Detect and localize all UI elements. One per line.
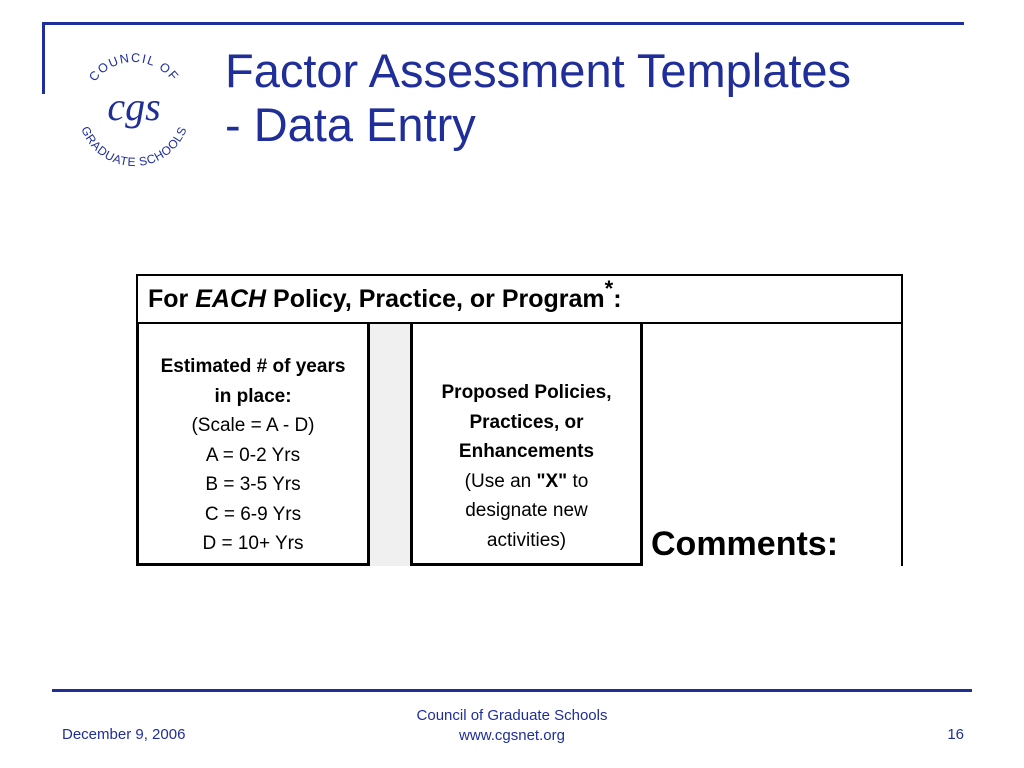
assessment-template-table bbox=[136, 274, 903, 566]
proposed-policies-cell bbox=[410, 324, 643, 566]
comments-cell bbox=[643, 324, 903, 566]
years-in-place-cell bbox=[136, 324, 370, 566]
note-prefix: (Use an bbox=[464, 470, 532, 492]
years-option-a: A = 0-2 Yrs bbox=[205, 444, 301, 466]
logo-monogram: cgs bbox=[107, 84, 161, 129]
note-mark: "X" bbox=[536, 470, 568, 492]
spacer-column bbox=[370, 324, 410, 566]
proposed-note-line-3: activities) bbox=[486, 529, 567, 551]
footer-date: December 9, 2006 bbox=[62, 726, 186, 743]
comments-label: Comments: bbox=[651, 525, 839, 563]
years-option-d: D = 10+ Yrs bbox=[202, 533, 304, 554]
proposed-note-line-1 bbox=[413, 467, 640, 497]
header-prefix: For bbox=[148, 285, 189, 313]
proposed-note-line-2: designate new bbox=[465, 500, 588, 521]
proposed-heading-line-1: Proposed Policies, bbox=[441, 382, 612, 403]
years-scale: (Scale = A - D) bbox=[191, 415, 315, 436]
page-number: 16 bbox=[947, 726, 964, 743]
years-heading-line-1: Estimated # of years bbox=[160, 356, 346, 377]
years-heading-line-2: in place: bbox=[214, 385, 292, 407]
frame-left-line bbox=[42, 22, 45, 94]
footer-org-block bbox=[372, 706, 652, 746]
header-asterisk: * bbox=[604, 276, 614, 301]
frame-top-line bbox=[42, 22, 964, 25]
proposed-heading-line-3: Enhancements bbox=[458, 441, 595, 462]
slide-title bbox=[225, 44, 985, 152]
title-line-2: - Data Entry bbox=[225, 98, 476, 151]
footer-url: www.cgsnet.org bbox=[459, 727, 565, 744]
header-colon: : bbox=[613, 285, 622, 313]
logo-ring-text-bottom: GRADUATE SCHOOLS bbox=[78, 124, 190, 170]
title-line-1: Factor Assessment Templates bbox=[225, 44, 852, 97]
footer-org: Council of Graduate Schools bbox=[416, 707, 608, 724]
table-header bbox=[136, 274, 903, 324]
header-emphasis: EACH bbox=[195, 285, 267, 313]
years-option-b: B = 3-5 Yrs bbox=[205, 474, 301, 495]
note-suffix: to bbox=[572, 470, 589, 492]
logo-ring-text-top: COUNCIL OF bbox=[86, 50, 182, 85]
cgs-logo bbox=[64, 40, 204, 180]
footer-rule bbox=[52, 689, 972, 692]
proposed-heading-line-2: Practices, or bbox=[469, 411, 584, 433]
years-option-c: C = 6-9 Yrs bbox=[204, 503, 302, 525]
header-suffix: Policy, Practice, or Program bbox=[273, 285, 605, 313]
